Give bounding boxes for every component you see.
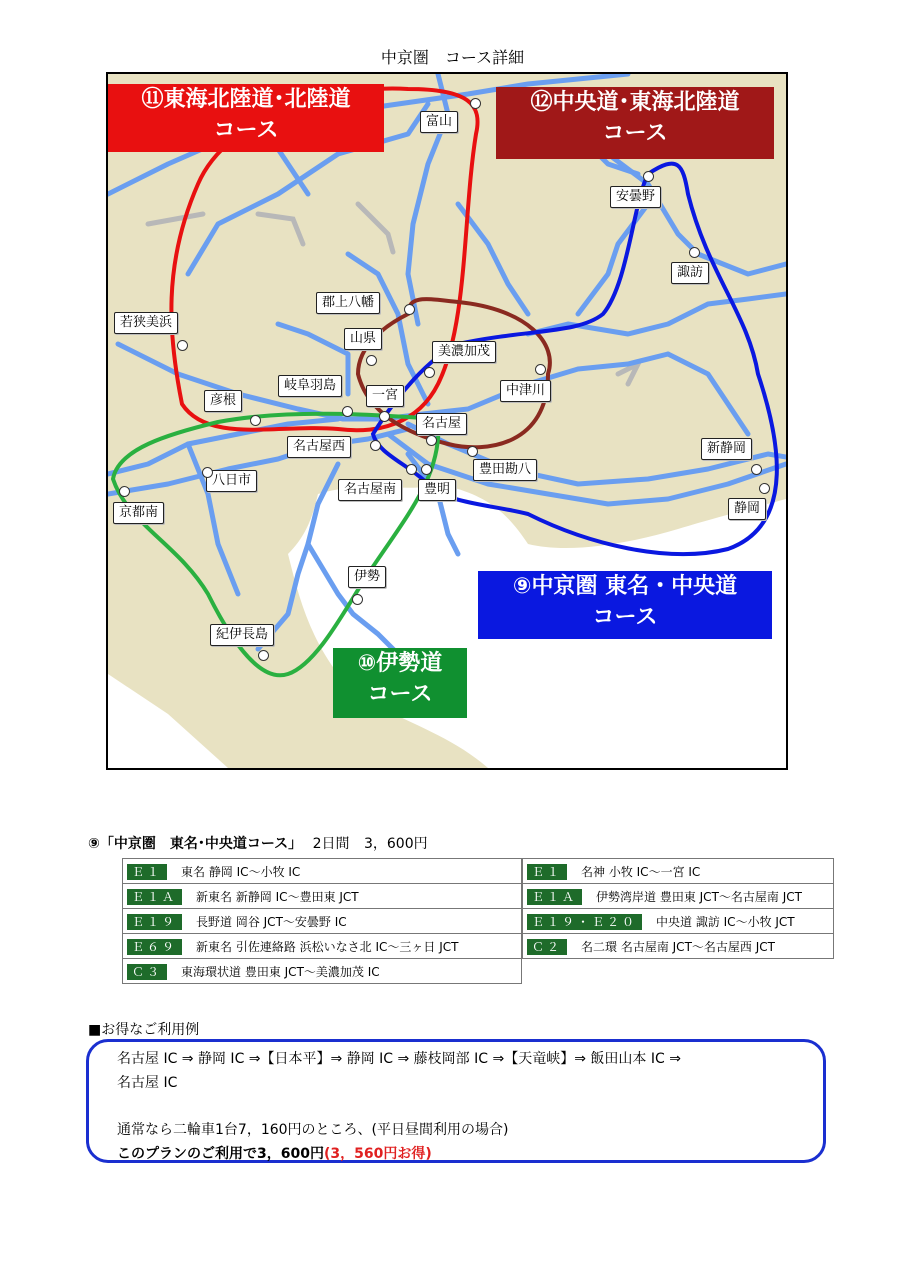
road-row xyxy=(523,884,834,909)
road-row xyxy=(123,959,522,984)
station-dot xyxy=(379,411,390,422)
road-row xyxy=(123,884,522,909)
page-title: 中京圏 コース詳細 xyxy=(380,48,525,67)
course-12-subtitle: コース xyxy=(602,121,668,146)
station-hikone: 彦根 xyxy=(204,390,242,412)
course-10-label[interactable] xyxy=(333,648,467,718)
station-dot xyxy=(759,483,770,494)
course-12-title: ⑫中央道･東海北陸道 xyxy=(530,90,740,115)
example-route-line2: 名古屋 IC xyxy=(117,1075,178,1091)
road-cell xyxy=(123,934,522,959)
example-route-line1: 名古屋 IC ⇒ 静岡 IC ⇒【日本平】⇒ 静岡 IC ⇒ 藤枝岡部 IC ⇒【天竜峡】⇒ 飯田山本 IC ⇒ xyxy=(117,1051,681,1067)
course-name: ⑨「中京圏 東名･中央道コース」 xyxy=(88,836,303,852)
station-dot xyxy=(424,367,435,378)
course-11-title: ⑪東海北陸道･北陸道 xyxy=(141,87,351,112)
station-dot xyxy=(535,364,546,375)
station-kyotominami: 京都南 xyxy=(113,502,164,524)
road-code-badge: Ｃ３ xyxy=(127,964,167,980)
station-nagoyaminami: 名古屋南 xyxy=(338,479,402,501)
road-section-text: 名二環 名古屋南 JCT～名古屋西 JCT xyxy=(581,939,775,954)
station-dot xyxy=(370,440,381,451)
road-row xyxy=(123,934,522,959)
road-cell xyxy=(123,884,522,909)
roads-table-left xyxy=(122,858,522,984)
station-shinshizuoka: 新静岡 xyxy=(701,438,752,460)
station-gifuhashima: 岐阜羽島 xyxy=(278,375,342,397)
station-yokkaichi: 八日市 xyxy=(206,470,257,492)
station-dot xyxy=(426,435,437,446)
station-nakatsugawa: 中津川 xyxy=(500,380,551,402)
station-dot xyxy=(366,355,377,366)
station-dot xyxy=(467,446,478,457)
station-minokamo: 美濃加茂 xyxy=(432,341,496,363)
station-toyotakatsura: 豊田勘八 xyxy=(473,459,537,481)
station-dot xyxy=(342,406,353,417)
course-10-title: ⑩伊勢道 xyxy=(357,651,443,676)
station-dot xyxy=(352,594,363,605)
road-code-badge: Ｅ１ xyxy=(127,864,167,880)
example-normal-price: 通常なら二輪車1台7，160円のところ、(平日昼間利用の場合) xyxy=(117,1122,509,1138)
road-cell xyxy=(523,859,834,884)
station-dot xyxy=(404,304,415,315)
station-azumino: 安曇野 xyxy=(610,186,661,208)
example-box xyxy=(86,1039,826,1163)
example-plan-text: このプランのご利用で3，600円 xyxy=(117,1146,324,1162)
road-section-text: 伊勢湾岸道 豊田東 JCT～名古屋南 JCT xyxy=(596,889,802,904)
road-row xyxy=(123,859,522,884)
station-dot xyxy=(421,464,432,475)
station-dot xyxy=(689,247,700,258)
road-code-badge: Ｅ６９ xyxy=(127,939,182,955)
course-days: 2日間 xyxy=(312,836,350,852)
station-dot xyxy=(250,415,261,426)
course-9-subtitle: コース xyxy=(592,605,658,630)
road-section-text: 新東名 引佐連絡路 浜松いなさ北 IC～三ヶ日 JCT xyxy=(196,939,459,954)
road-code-badge: Ｅ１ xyxy=(527,864,567,880)
road-row xyxy=(123,909,522,934)
station-gujo: 郡上八幡 xyxy=(316,292,380,314)
road-section-text: 東名 静岡 IC～小牧 IC xyxy=(181,864,301,879)
station-dot xyxy=(202,467,213,478)
course-price: 3，600円 xyxy=(363,836,428,852)
course-11-label[interactable] xyxy=(108,84,384,152)
course-12-label[interactable] xyxy=(496,87,774,159)
roads-table-right xyxy=(522,858,834,959)
road-cell xyxy=(123,909,522,934)
station-wakasa: 若狭美浜 xyxy=(114,312,178,334)
station-toyoake: 豊明 xyxy=(418,479,456,501)
road-row xyxy=(523,909,834,934)
course-detail-heading xyxy=(88,833,428,853)
station-dot xyxy=(643,171,654,182)
road-code-badge: Ｃ２ xyxy=(527,939,567,955)
road-cell xyxy=(523,884,834,909)
road-section-text: 名神 小牧 IC～一宮 IC xyxy=(581,864,701,879)
road-section-text: 東海環状道 豊田東 JCT～美濃加茂 IC xyxy=(181,964,380,979)
course-11-subtitle: コース xyxy=(213,118,279,143)
example-heading: ■お得なご利用例 xyxy=(88,1022,200,1038)
road-cell xyxy=(523,909,834,934)
road-row xyxy=(523,859,834,884)
station-dot xyxy=(751,464,762,475)
station-dot xyxy=(470,98,481,109)
road-code-badge: Ｅ１Ａ xyxy=(127,889,182,905)
road-cell xyxy=(123,859,522,884)
course-9-title: ⑨中京圏 東名・中央道 xyxy=(512,574,738,599)
station-ichinomiya: 一宮 xyxy=(366,385,404,407)
station-nagoya: 名古屋 xyxy=(416,413,467,435)
station-nagoyanishi: 名古屋西 xyxy=(287,436,351,458)
station-yamagata: 山県 xyxy=(344,328,382,350)
example-plan-price xyxy=(117,1143,432,1163)
station-dot xyxy=(119,486,130,497)
station-suwa: 諏訪 xyxy=(671,262,709,284)
road-code-badge: Ｅ１９・Ｅ２０ xyxy=(527,914,642,930)
course-10-subtitle: コース xyxy=(367,682,433,707)
station-toyama: 富山 xyxy=(420,111,458,133)
road-row xyxy=(523,934,834,959)
course-9-label[interactable] xyxy=(478,571,772,639)
road-code-badge: Ｅ１９ xyxy=(127,914,182,930)
road-code-badge: Ｅ１Ａ xyxy=(527,889,582,905)
road-cell xyxy=(123,959,522,984)
course-map xyxy=(106,72,788,770)
station-ise: 伊勢 xyxy=(348,566,386,588)
station-dot xyxy=(258,650,269,661)
road-cell xyxy=(523,934,834,959)
road-section-text: 新東名 新静岡 IC～豊田東 JCT xyxy=(196,889,359,904)
station-shizuoka: 静岡 xyxy=(728,498,766,520)
station-dot xyxy=(406,464,417,475)
example-saving: (3，560円お得) xyxy=(323,1146,432,1162)
road-section-text: 中央道 諏訪 IC～小牧 JCT xyxy=(656,914,795,929)
station-dot xyxy=(177,340,188,351)
sea-area-west xyxy=(108,674,228,768)
station-kiinagashima: 紀伊長島 xyxy=(210,624,274,646)
road-section-text: 長野道 岡谷 JCT～安曇野 IC xyxy=(196,914,347,929)
